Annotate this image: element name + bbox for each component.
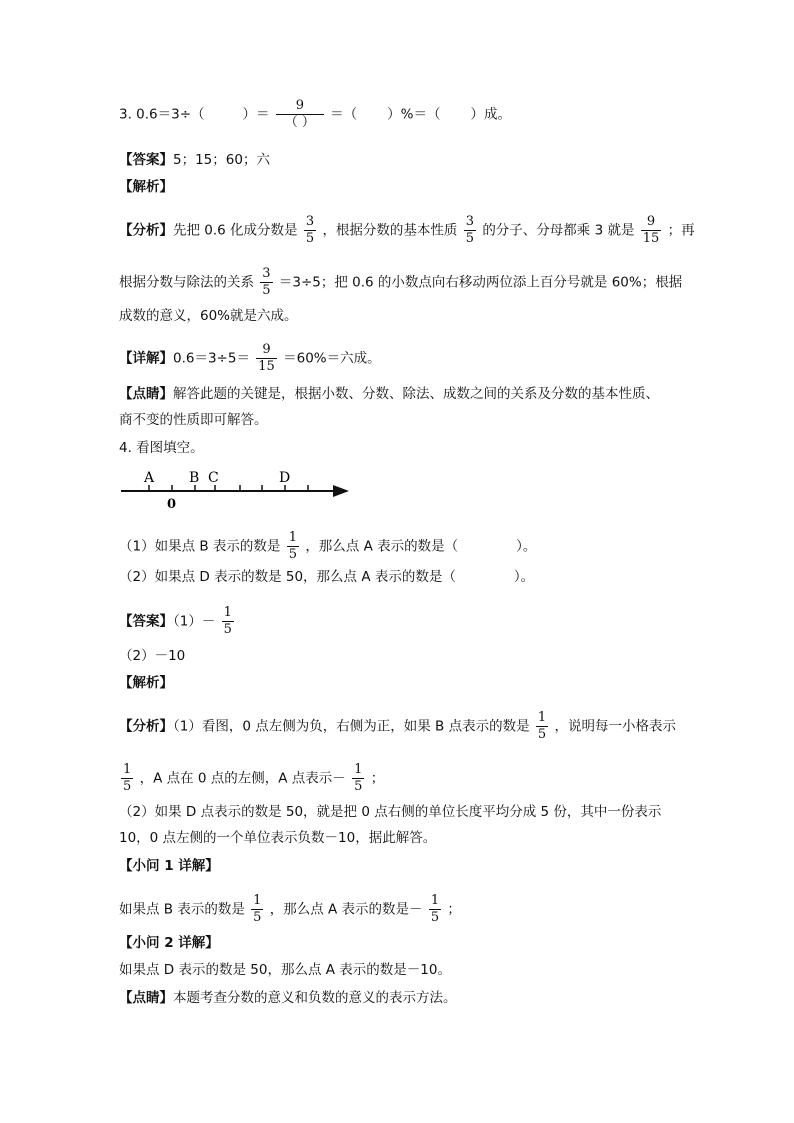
fraction-1-5 [251,893,263,926]
number-line-arrow-icon [333,485,349,497]
text: ，那么点 A 表示的数是－ [269,901,423,918]
fraction-1-5 [222,605,234,638]
dianjing-tag: 【点睛】 [119,386,173,402]
fraction-numerator: 1 [430,893,440,908]
text: 的分子、分母都乘 3 就是 [482,222,635,239]
q3-fenxi-line3: 成数的意义，60%就是六成。 [119,308,298,324]
q3-fraction [276,98,324,131]
fraction-3-5 [304,214,316,247]
q4-fenxi-line1 [119,710,676,743]
q3-xiangjie [119,342,381,375]
fraction-denominator: 5 [223,622,232,637]
text: ）。 [513,569,535,585]
text: ； [447,901,461,918]
fenxi-tag: 【分析】 [119,222,173,239]
text: （1）看图，0 点左侧为负，右侧为正，如果 B 点表示的数是 [173,718,530,735]
text: ；再 [667,222,695,239]
text: ）。 [516,538,537,555]
fenxi-tag: 【分析】 [119,718,173,735]
fraction-9-15 [641,214,662,247]
text: ，根据分数的基本性质 [322,222,458,239]
q3-answer [119,150,270,170]
fraction-denominator: 5 [288,547,298,562]
q4-xw2: 如果点 D 表示的数是 50，那么点 A 表示的数是－10。 [119,962,451,978]
text: ＝3÷5；把 0.6 的小数点向右移动两位添上百分号就是 60%；根据 [278,274,683,291]
text: ＝60%＝六成。 [283,350,381,367]
fraction-numerator: 1 [288,530,298,545]
fraction-3-5 [260,266,272,299]
q4-answer-1 [119,605,236,638]
q4-title: 4. 看图填空。 [119,440,204,456]
q4-sub2 [119,567,534,587]
fraction-1-5 [536,710,548,743]
text: 0.6＝3÷5＝ [173,350,250,367]
fraction-numerator: 1 [354,762,363,777]
fraction-denominator: （ ） [276,114,324,131]
fraction-denominator: 5 [262,283,271,298]
answer-text: 5；15；60；六 [173,152,270,168]
q4-fenxi-line4: 10，0 点左侧的一个单位表示负数－10，据此解答。 [119,830,437,846]
fraction-numerator: 3 [465,214,475,229]
text: 先把 0.6 化成分数是 [173,222,298,239]
q4-fenxi-line2 [119,762,384,795]
point-label-d: D [279,470,291,486]
q3-stem [119,98,511,131]
fraction-denominator: 5 [354,779,363,794]
fraction-denominator: 5 [305,231,315,246]
q3-fenxi-line2 [119,266,682,299]
text: ，A 点在 0 点的左侧，A 点表示－ [139,770,346,787]
fraction-1-5 [121,762,133,795]
q3-stem-part: 3. 0.6＝3÷（ [119,106,205,123]
sub-question-1-heading: 【小问 1 详解】 [119,858,219,874]
fraction-numerator: 1 [223,605,232,620]
fraction-1-5 [352,762,364,795]
fraction-numerator: 9 [646,214,656,229]
dianjing-tag: 【点睛】 [119,990,173,1006]
analysis-heading: 【解析】 [119,179,173,195]
fraction-denominator: 5 [253,910,262,925]
fraction-numerator: 9 [295,98,304,113]
fraction-1-5 [287,530,299,563]
fraction-numerator: 1 [253,893,262,908]
text: 解答此题的关键是，根据小数、分数、除法、成数之间的关系及分数的基本性质、 [173,386,659,402]
q3-dianjing-line2: 商不变的性质即可解答。 [119,412,268,428]
fraction-9-15 [256,342,277,375]
q3-stem-part: ）%＝（ [387,106,441,123]
fraction-numerator: 1 [123,762,132,777]
q4-sub1 [119,530,536,563]
q3-stem-part: ）＝ [242,106,270,123]
q3-dianjing-line1 [119,384,659,404]
fraction-numerator: 3 [305,214,315,229]
q3-stem-part: ）成。 [470,106,511,123]
analysis-heading: 【解析】 [119,675,173,691]
fraction-denominator: 15 [258,359,275,374]
fraction-numerator: 3 [262,266,271,281]
text: （1）如果点 B 表示的数是 [119,538,281,555]
q4-dianjing [119,988,457,1008]
point-label-c: C [208,470,219,486]
fraction-1-5 [429,893,441,926]
text: 根据分数与除法的关系 [119,274,254,291]
text: ； [370,770,385,787]
answer-tag: 【答案】 [119,613,173,630]
fraction-numerator: 1 [537,710,547,725]
q4-xw1 [119,893,461,926]
fraction-denominator: 5 [430,910,440,925]
q4-fenxi-line3: （2）如果 D 点表示的数是 50，就是把 0 点右侧的单位长度平均分成 5 份，其中一份表示 [119,804,662,820]
q4-answer-2: （2）－10 [119,648,186,664]
q3-stem-part: ＝（ [330,106,358,123]
fraction-3-5 [464,214,476,247]
fraction-denominator: 5 [537,727,547,742]
q3-fenxi-line1 [119,214,695,247]
text: （2）如果点 D 表示的数是 50，那么点 A 表示的数是（ [119,569,456,585]
point-label-b: B [189,470,200,486]
answer-tag: 【答案】 [119,152,173,168]
text: 本题考查分数的意义和负数的意义的表示方法。 [173,990,457,1006]
answer-text: （1）－ [173,613,216,630]
text: ，那么点 A 表示的数是（ [305,538,459,555]
number-line-figure [119,466,359,514]
sub-question-2-heading: 【小问 2 详解】 [119,935,219,951]
text: ，说明每一小格表示 [554,718,676,735]
zero-label: 0 [167,497,177,512]
xiangjie-tag: 【详解】 [119,350,173,367]
fraction-numerator: 9 [262,342,271,357]
fraction-denominator: 15 [642,231,660,246]
point-label-a: A [144,470,155,486]
text: 如果点 B 表示的数是 [119,901,245,918]
fraction-denominator: 5 [465,231,475,246]
fraction-denominator: 5 [123,779,132,794]
